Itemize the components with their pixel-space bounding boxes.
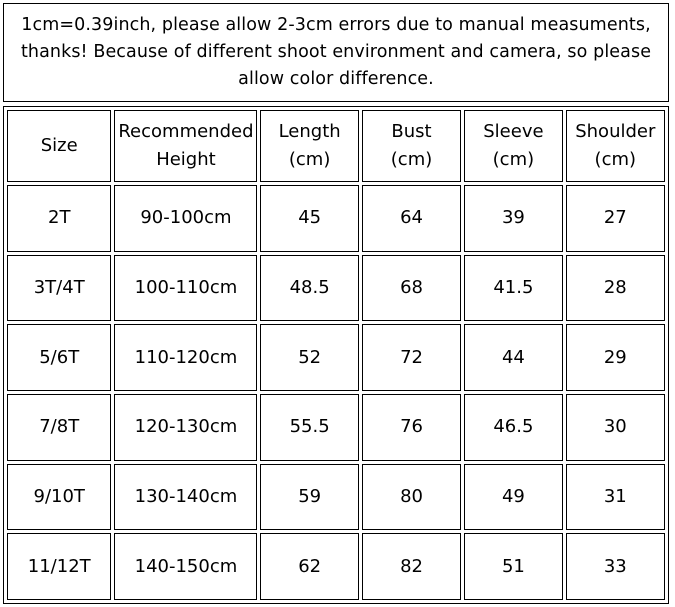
note-line: allow color difference. [238,69,434,89]
table-row [7,324,665,391]
cell-bust: 72 [362,324,461,391]
table-row [7,394,665,461]
size-table [3,106,669,604]
cell-height: 100-110cm [114,255,257,322]
header-recommended-height [114,110,257,182]
header-label: Size [40,135,78,156]
table-row [7,464,665,531]
cell-length: 62 [260,533,358,600]
cell-sleeve: 41.5 [464,255,562,322]
cell-bust: 68 [362,255,461,322]
note-text [21,12,651,93]
header-bust [362,110,461,182]
cell-length: 48.5 [260,255,358,322]
cell-length: 55.5 [260,394,358,461]
cell-size: 7/8T [7,394,111,461]
cell-length: 45 [260,185,358,252]
cell-size: 2T [7,185,111,252]
cell-bust: 82 [362,533,461,600]
cell-height: 130-140cm [114,464,257,531]
cell-length: 59 [260,464,358,531]
cell-bust: 80 [362,464,461,531]
cell-length: 52 [260,324,358,391]
header-label: Recommended [118,121,254,142]
header-sleeve [464,110,562,182]
note-line: 1cm=0.39inch, please allow 2-3cm errors due to manual measuments, [21,15,651,35]
cell-shoulder: 30 [566,394,665,461]
table-row [7,533,665,600]
note-line: thanks! Because of different shoot environment and camera, so please [20,42,652,62]
header-label: Bust [391,121,432,142]
header-unit: (cm) [288,149,331,170]
cell-height: 120-130cm [114,394,257,461]
cell-sleeve: 39 [464,185,562,252]
cell-size: 3T/4T [7,255,111,322]
cell-shoulder: 29 [566,324,665,391]
cell-shoulder: 28 [566,255,665,322]
cell-sleeve: 51 [464,533,562,600]
header-unit: (cm) [390,149,433,170]
cell-shoulder: 31 [566,464,665,531]
header-unit: (cm) [492,149,535,170]
header-shoulder [566,110,665,182]
header-label: Length [278,121,341,142]
header-label: Height [156,149,216,170]
header-row [7,110,665,182]
cell-height: 140-150cm [114,533,257,600]
cell-sleeve: 44 [464,324,562,391]
cell-size: 5/6T [7,324,111,391]
cell-shoulder: 33 [566,533,665,600]
header-unit: (cm) [594,149,637,170]
header-label: Shoulder [575,121,656,142]
cell-sleeve: 46.5 [464,394,562,461]
cell-height: 90-100cm [114,185,257,252]
cell-bust: 64 [362,185,461,252]
cell-sleeve: 49 [464,464,562,531]
table-row [7,185,665,252]
cell-size: 9/10T [7,464,111,531]
cell-height: 110-120cm [114,324,257,391]
cell-size: 11/12T [7,533,111,600]
header-length [260,110,358,182]
cell-bust: 76 [362,394,461,461]
header-size [7,110,111,182]
header-label: Sleeve [483,121,544,142]
cell-shoulder: 27 [566,185,665,252]
measurement-note [3,3,669,102]
table-row [7,255,665,322]
